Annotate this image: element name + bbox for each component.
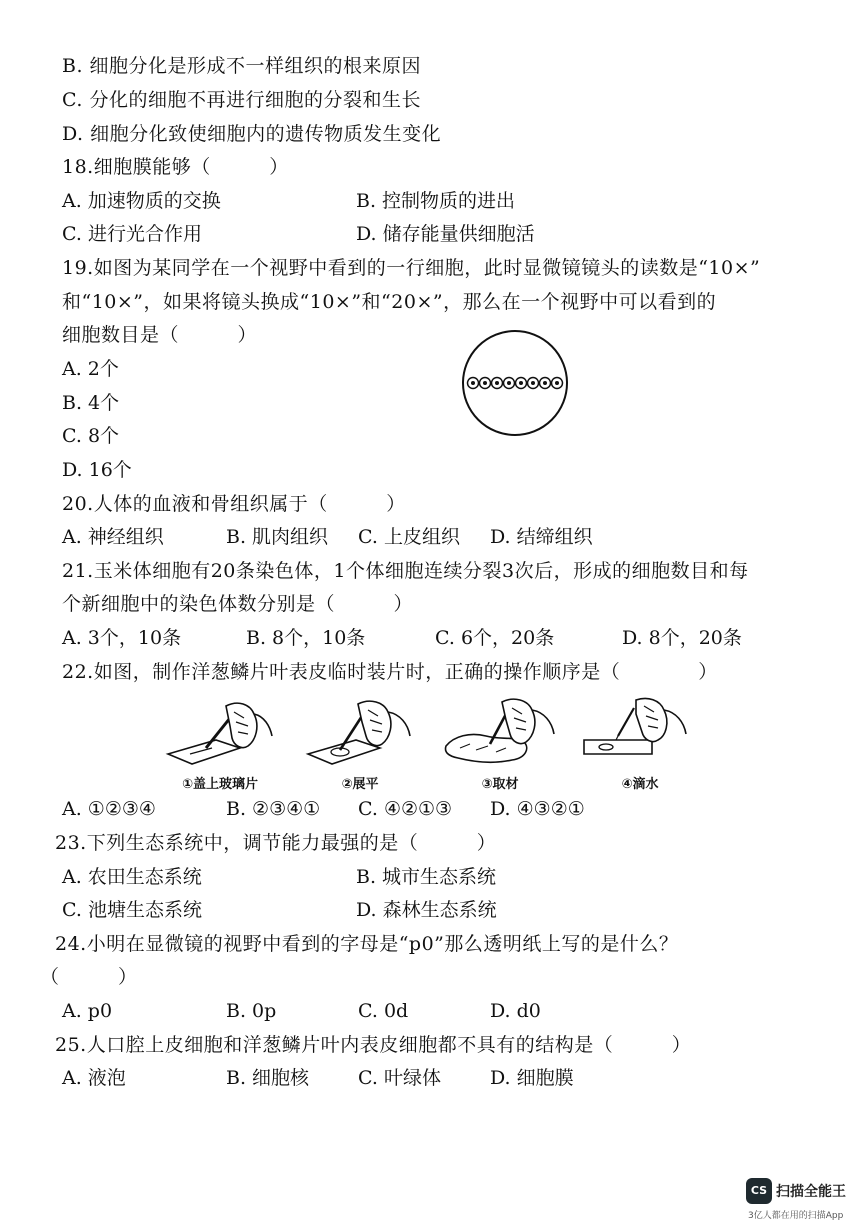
q17-option-c: C. 分化的细胞不再进行细胞的分裂和生长 xyxy=(62,89,421,111)
q19-option-c: C. 8个 xyxy=(62,425,120,447)
step-cover-slip xyxy=(160,696,280,792)
step-drip-water xyxy=(580,696,700,792)
q25-option-b: B. 细胞核 xyxy=(226,1067,310,1089)
q20-option-a: A. 神经组织 xyxy=(62,526,164,548)
cell-nucleus xyxy=(531,381,535,385)
q20-option-b: B. 肌肉组织 xyxy=(226,526,329,548)
q19-stem-line3: 细胞数目是（ ） xyxy=(62,324,258,346)
q18-stem: 18.细胞膜能够（ ） xyxy=(62,156,289,178)
q22-option-a: A. ①②③④ xyxy=(62,798,156,820)
q23-option-a: A. 农田生态系统 xyxy=(62,866,202,888)
spread-illustration xyxy=(300,696,420,772)
q24-answer-paren: （ ） xyxy=(40,966,138,988)
q20-option-d: D. 结缔组织 xyxy=(490,526,593,548)
q24-option-c: C. 0d xyxy=(358,1000,409,1022)
q24-stem: 24.小明在显微镜的视野中看到的字母是“p0”那么透明纸上写的是什么？ xyxy=(55,933,679,955)
q22-stem: 22.如图，制作洋葱鳞片叶表皮临时装片时，正确的操作顺序是（ ） xyxy=(62,661,718,683)
step-caption-1: ①盖上玻璃片 xyxy=(181,777,258,792)
q25-option-d: D. 细胞膜 xyxy=(490,1067,574,1089)
cell-nucleus xyxy=(483,381,487,385)
q20-stem: 20.人体的血液和骨组织属于（ ） xyxy=(62,493,406,515)
camscanner-watermark xyxy=(746,1178,856,1222)
q23-stem: 23.下列生态系统中，调节能力最强的是（ ） xyxy=(55,832,497,854)
q24-option-d: D. d0 xyxy=(490,1000,541,1022)
q21-option-b: B. 8个，10条 xyxy=(246,627,366,649)
step-caption-3: ③取材 xyxy=(481,777,519,792)
q20-option-c: C. 上皮组织 xyxy=(358,526,460,548)
step-take-material xyxy=(440,696,560,792)
q23-option-d: D. 森林生态系统 xyxy=(356,899,497,921)
camscanner-logo-icon: CS xyxy=(746,1178,772,1204)
cell-nucleus xyxy=(543,381,547,385)
slide-procedure-figure xyxy=(160,696,700,792)
step-caption-2: ②展平 xyxy=(341,777,379,792)
step-caption-4: ④滴水 xyxy=(621,777,659,792)
cell-nucleus xyxy=(471,381,475,385)
q25-option-c: C. 叶绿体 xyxy=(358,1067,441,1089)
q23-option-b: B. 城市生态系统 xyxy=(356,866,497,888)
cell-nucleus xyxy=(507,381,511,385)
q19-stem-line1: 19.如图为某同学在一个视野中看到的一行细胞，此时显微镜镜头的读数是“10×” xyxy=(62,257,761,279)
q25-stem: 25.人口腔上皮细胞和洋葱鳞片叶内表皮细胞都不具有的结构是（ ） xyxy=(55,1034,692,1056)
cell-nucleus xyxy=(495,381,499,385)
q18-option-c: C. 进行光合作用 xyxy=(62,223,202,245)
q19-option-d: D. 16个 xyxy=(62,459,132,481)
drip-water-illustration xyxy=(580,696,700,772)
q21-stem-line1: 21.玉米体细胞有20条染色体，1个体细胞连续分裂3次后，形成的细胞数目和每 xyxy=(62,560,749,582)
camscanner-tagline: 3亿人都在用的扫描App xyxy=(748,1211,844,1221)
q21-option-a: A. 3个，10条 xyxy=(62,627,182,649)
q22-option-d: D. ④③②① xyxy=(490,798,585,820)
q17-option-b: B. 细胞分化是形成不一样组织的根来原因 xyxy=(62,55,422,77)
q23-option-c: C. 池塘生态系统 xyxy=(62,899,202,921)
q18-option-d: D. 储存能量供细胞活 xyxy=(356,223,535,245)
q25-option-a: A. 液泡 xyxy=(62,1067,126,1089)
cell-row xyxy=(468,378,563,389)
q19-option-b: B. 4个 xyxy=(62,392,120,414)
q17-option-d: D. 细胞分化致使细胞内的遗传物质发生变化 xyxy=(62,123,442,145)
cover-slip-illustration xyxy=(160,696,280,772)
cell-nucleus xyxy=(519,381,523,385)
microscope-field-figure xyxy=(460,328,570,438)
take-material-illustration xyxy=(440,696,560,772)
q21-stem-line2: 个新细胞中的染色体数分别是（ ） xyxy=(62,593,414,615)
camscanner-name: 扫描全能王 xyxy=(776,1184,846,1200)
q22-option-c: C. ④②①③ xyxy=(358,798,453,820)
q19-stem-line2: 和“10×”，如果将镜头换成“10×”和“20×”，那么在一个视野中可以看到的 xyxy=(62,291,717,313)
q18-option-b: B. 控制物质的进出 xyxy=(356,190,516,212)
q24-option-b: B. 0p xyxy=(226,1000,277,1022)
step-spread xyxy=(300,696,420,792)
cell-nucleus xyxy=(555,381,559,385)
q21-option-c: C. 6个，20条 xyxy=(435,627,555,649)
q21-option-d: D. 8个，20条 xyxy=(622,627,742,649)
q24-option-a: A. p0 xyxy=(62,1000,113,1022)
q22-option-b: B. ②③④① xyxy=(226,798,321,820)
q18-option-a: A. 加速物质的交换 xyxy=(62,190,221,212)
q19-option-a: A. 2个 xyxy=(62,358,119,380)
